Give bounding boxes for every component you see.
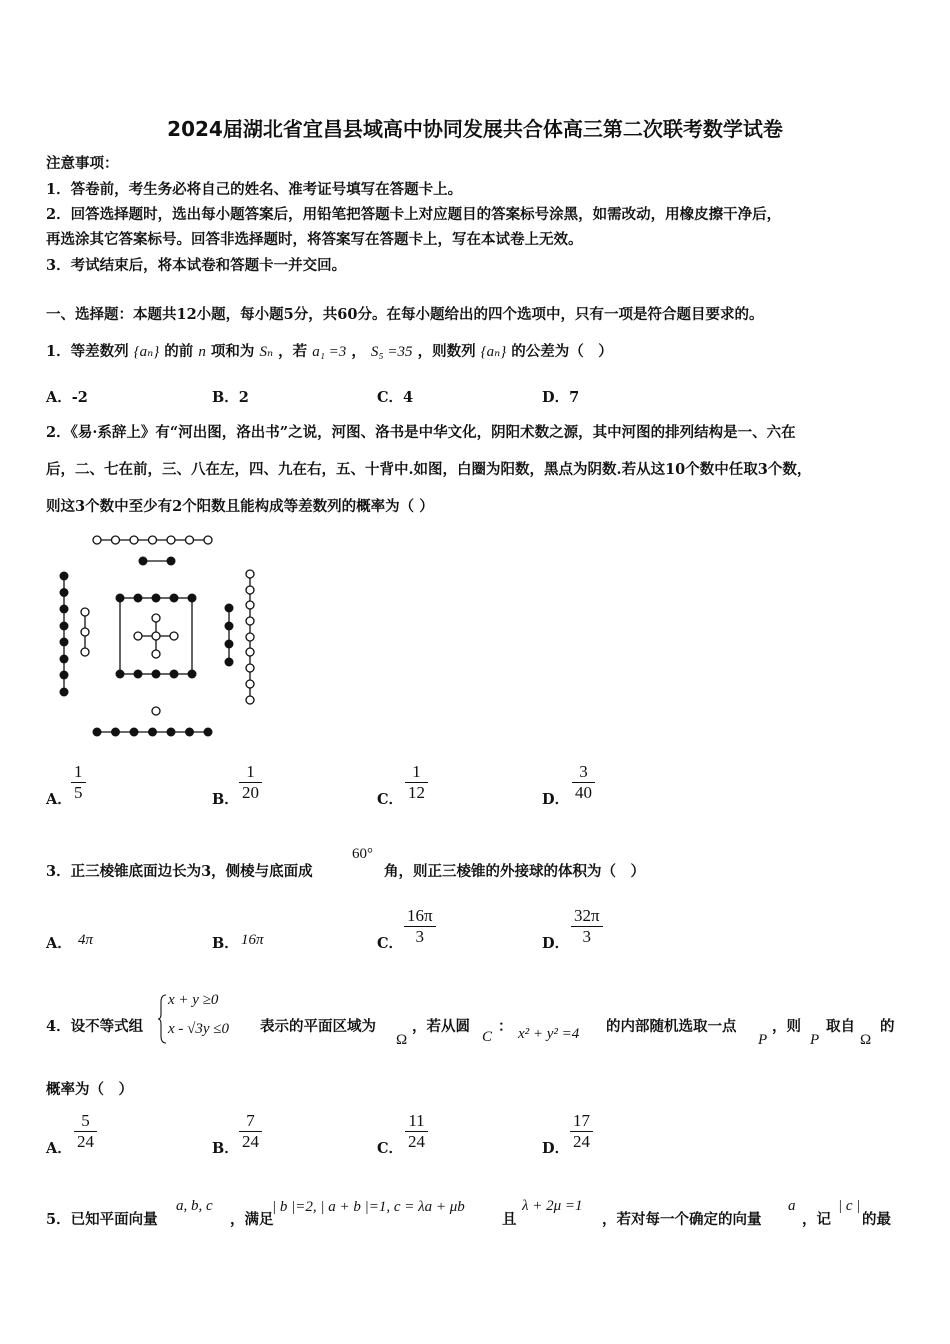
denominator: 3: [571, 926, 603, 947]
numerator: 1: [74, 762, 83, 781]
q1-option-c: C．4: [377, 389, 414, 406]
q1-math-seq: {aₙ}: [133, 344, 160, 360]
q4-math-omega: Ω: [396, 1032, 408, 1048]
q4-math-p: P: [758, 1032, 768, 1048]
hetu-diagram: [45, 530, 275, 745]
q5-text-3: 且: [502, 1211, 517, 1228]
notice-item-2: 2．回答选择题时，选出每小题答案后，用铅笔把答题卡上对应题目的答案标号涂黑，如需改动，用橡皮擦干净后，: [46, 206, 782, 223]
q4-brace: [158, 994, 168, 1044]
denominator: 24: [405, 1131, 428, 1152]
q4-option-b-fraction: [239, 1111, 262, 1152]
q5-text-6: 的最: [862, 1211, 891, 1228]
question-1: [46, 340, 613, 361]
q2-option-c-label: C．: [377, 791, 404, 808]
q1-option-a: A．-2: [46, 389, 88, 406]
q3-option-d-label: D．: [542, 935, 570, 952]
q2-option-b-label: B．: [212, 791, 239, 808]
numerator: 16π: [407, 906, 433, 925]
q4-system-line-2: x - √3y ≤0: [168, 1021, 230, 1037]
notice-item-1: 1．答卷前，考生务必将自己的姓名、准考证号填写在答题卡上。: [46, 181, 463, 198]
q4-option-d-label: D．: [542, 1140, 570, 1157]
q5-text-1: 5．已知平面向量: [46, 1211, 158, 1228]
numerator: 3: [579, 762, 588, 781]
q3-text-2: 角，则正三棱锥的外接球的体积为（ ）: [384, 863, 645, 880]
q1-option-b: B．2: [212, 389, 249, 406]
q4-math-circle: C: [482, 1029, 493, 1045]
q4-text-8: 的: [880, 1018, 895, 1035]
denominator: 20: [239, 782, 262, 803]
denominator: 12: [405, 782, 428, 803]
q1-math-n: n: [198, 344, 206, 360]
q4-math-equation: x² + y² =4: [518, 1026, 580, 1042]
denominator: 24: [570, 1131, 593, 1152]
q4-math-p2: P: [810, 1032, 820, 1048]
denominator: 40: [572, 782, 595, 803]
q4-option-c-fraction: [405, 1111, 428, 1152]
q5-text-4: ，若对每一个确定的向量: [602, 1211, 762, 1228]
q1-text: 1．等差数列: [46, 343, 129, 360]
q4-text-4: ：: [498, 1018, 513, 1035]
q5-math-norm-c: | c |: [838, 1198, 861, 1214]
q4-text-7: 取自: [826, 1018, 855, 1035]
q4-text-5: 的内部随机选取一点: [606, 1018, 737, 1035]
q2-option-a-fraction: [71, 762, 86, 803]
numerator: 7: [246, 1111, 255, 1130]
notice-item-2-cont: 再选涂其它答案标号。回答非选择题时，将答案写在答题卡上，写在本试卷上无效。: [46, 231, 583, 248]
q2-line-1: 2．《易·系辞上》有“河出图，洛出书”之说，河图、洛书是中华文化，阴阳术数之源，其中河图的排列结构是一、六在: [46, 424, 796, 441]
numerator: 1: [246, 762, 255, 781]
q1-text: 项和为: [210, 343, 255, 360]
q4-system-line-1: x + y ≥0: [168, 992, 219, 1008]
q4-option-d-fraction: [570, 1111, 593, 1152]
section-heading: 一、选择题：本题共12小题，每小题5分，共60分。在每小题给出的四个选项中，只有一项是符合题目要求的。: [46, 306, 764, 323]
q1-text: 的公差为（ ）: [511, 343, 613, 360]
q4-math-omega2: Ω: [860, 1032, 872, 1048]
q3-option-c-fraction: [404, 906, 436, 947]
q4-option-a-fraction: [74, 1111, 97, 1152]
q5-math-conditions: | b |=2, | a + b |=1, c = λa + μb: [272, 1199, 465, 1215]
denominator: 24: [239, 1131, 262, 1152]
q1-math-s5: S₅ =35: [370, 344, 413, 360]
q2-option-a-label: A．: [46, 791, 72, 808]
q1-option-d: D．7: [542, 389, 580, 406]
q1-math-sn: Sₙ: [259, 344, 274, 360]
denominator: 5: [71, 782, 86, 803]
q3-option-a-label: A．: [46, 935, 72, 952]
q1-math-a1: a₁ =3: [312, 344, 347, 360]
q4-option-c-label: C．: [377, 1140, 404, 1157]
q2-option-d-label: D．: [542, 791, 570, 808]
numerator: 32π: [574, 906, 600, 925]
q2-option-b-fraction: [239, 762, 262, 803]
q5-text-2: ，满足: [230, 1211, 274, 1228]
q3-option-b-value: 16π: [241, 932, 264, 948]
q2-option-c-fraction: [405, 762, 428, 803]
q3-math-angle: 60°: [352, 846, 373, 862]
numerator: 1: [412, 762, 421, 781]
q5-text-5: ，记: [802, 1211, 831, 1228]
q3-text-1: 3．正三棱锥底面边长为3，侧棱与底面成: [46, 863, 313, 880]
q3-option-d-fraction: [571, 906, 603, 947]
q4-text-3: ，若从圆: [412, 1018, 470, 1035]
q4-text-continued: 概率为（ ）: [46, 1081, 133, 1098]
q2-line-3: 则这3个数中至少有2个阳数且能构成等差数列的概率为（ ）: [46, 498, 434, 515]
notice-heading: 注意事项：: [46, 155, 119, 172]
q3-option-c-label: C．: [377, 935, 404, 952]
page-title: 2024届湖北省宜昌县域高中协同发展共合体高三第二次联考数学试卷: [167, 117, 783, 141]
q1-text: ，若: [278, 343, 308, 360]
q4-text-6: ，则: [772, 1018, 801, 1035]
numerator: 11: [408, 1111, 425, 1130]
q1-text: ，: [351, 343, 366, 360]
q4-text-2: 表示的平面区域为: [260, 1018, 376, 1035]
numerator: 17: [573, 1111, 590, 1130]
q5-math-lambda: λ + 2μ =1: [522, 1198, 583, 1214]
q5-math-a: a: [788, 1198, 796, 1214]
notice-item-3: 3．考试结束后，将本试卷和答题卡一并交回。: [46, 257, 347, 274]
q5-math-vectors: a, b, c: [176, 1198, 213, 1214]
q2-line-2: 后，二、七在前，三、八在左，四、九在右，五、十背中.如图，白圈为阳数，黑点为阴数.若从这10个数中任取3个数，: [46, 461, 812, 478]
q3-option-a-value: 4π: [78, 932, 94, 948]
denominator: 3: [404, 926, 436, 947]
q4-option-a-label: A．: [46, 1140, 72, 1157]
q1-text: ，则数列: [417, 343, 476, 360]
q4-option-b-label: B．: [212, 1140, 239, 1157]
q1-math-seq2: {aₙ}: [480, 344, 507, 360]
numerator: 5: [81, 1111, 90, 1130]
q1-text: 的前: [164, 343, 194, 360]
q3-option-b-label: B．: [212, 935, 239, 952]
q2-option-d-fraction: [572, 762, 595, 803]
denominator: 24: [74, 1131, 97, 1152]
q4-text-1: 4．设不等式组: [46, 1018, 144, 1035]
